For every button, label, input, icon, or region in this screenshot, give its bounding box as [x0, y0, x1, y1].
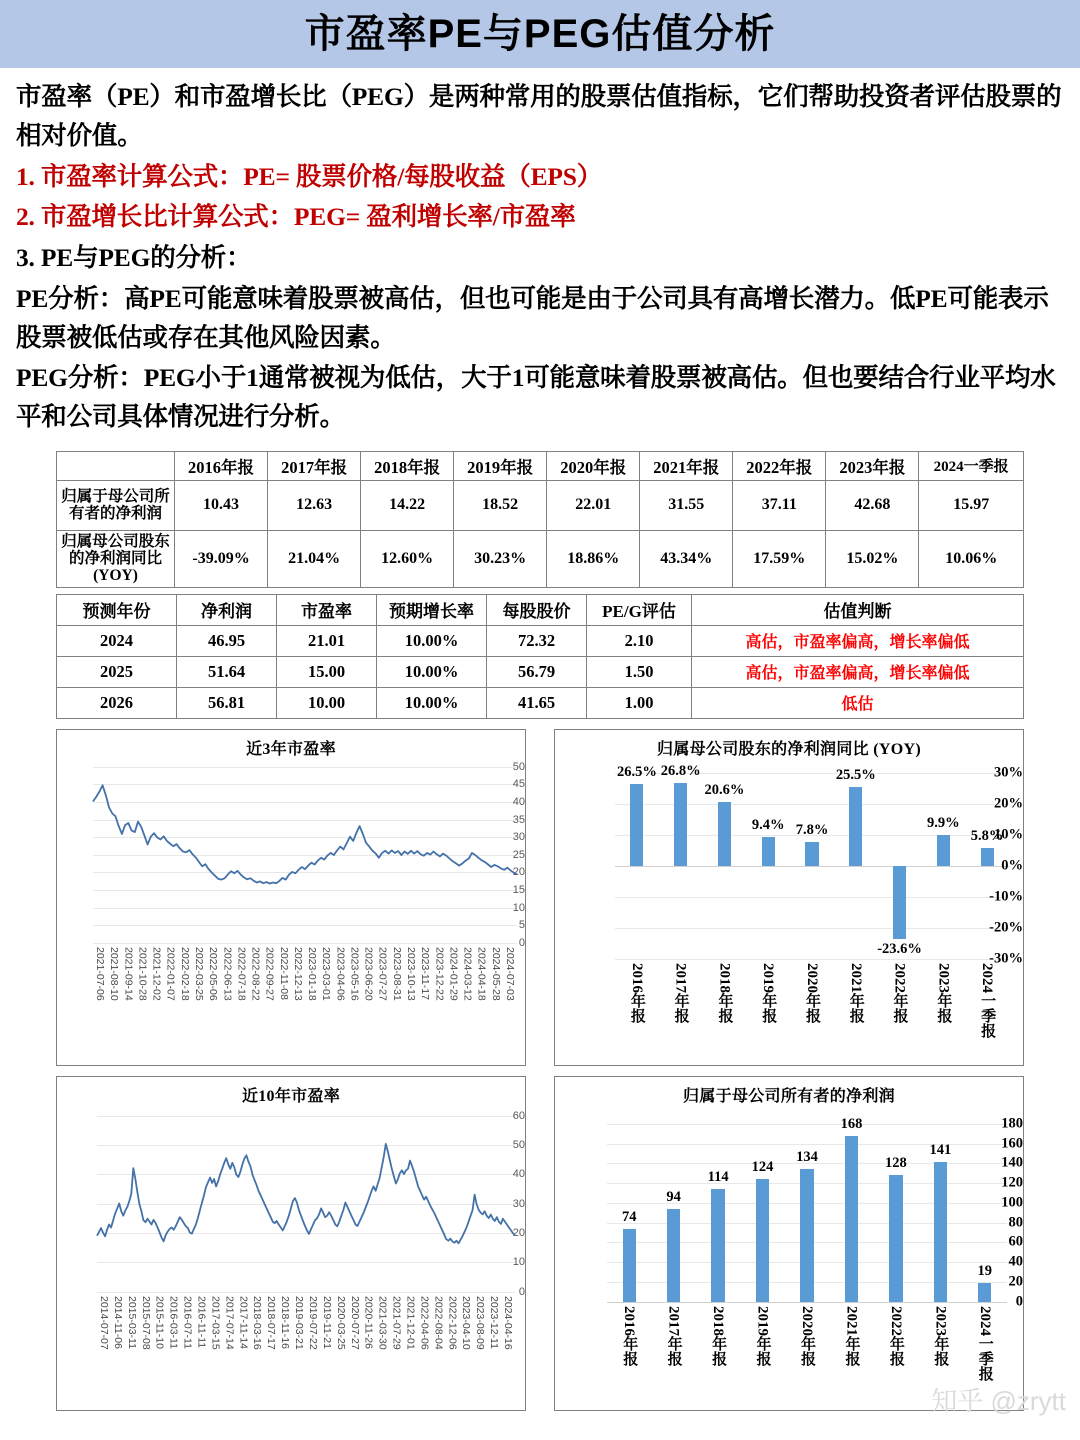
cell-profit: 46.95	[177, 625, 277, 656]
col-header-peg: PE/G评估	[587, 594, 692, 625]
row-label-netprofit: 归属于母公司所有者的净利润	[57, 480, 175, 530]
y-axis-tick: 40	[1008, 1253, 1023, 1270]
cell-pe: 10.00	[277, 687, 377, 718]
col-header-2: 2017年报	[268, 451, 361, 480]
x-axis-tick: 2022-07-18	[235, 946, 248, 1001]
cell-year: 2026	[57, 687, 177, 718]
x-axis-tick: 2017-11-14	[237, 1295, 250, 1349]
cell: 31.55	[640, 480, 733, 530]
x-axis-tick: 2019-07-22	[306, 1295, 319, 1350]
intro-paragraph: 市盈率（PE）和市盈增长比（PEG）是两种常用的股票估值指标，它们帮助投资者评估股票的相对价值。	[16, 82, 1062, 150]
x-axis-tick: 2023-12-11	[488, 1295, 501, 1349]
x-axis-tick: 2022-03-25	[193, 946, 205, 1001]
x-axis-tick: 2022-08-04	[432, 1295, 445, 1350]
chart-title-netprofit: 归属于母公司所有者的净利润	[683, 1087, 895, 1105]
x-axis-tick: 2016-11-11	[195, 1295, 208, 1348]
gridline	[615, 928, 1009, 929]
x-axis-tick: 2024-03-12	[461, 946, 474, 1001]
cell: 42.68	[826, 480, 919, 530]
x-axis-tick: 2021-09-14	[122, 946, 135, 1001]
cell: 18.52	[454, 480, 547, 530]
bar-value-label: 168	[840, 1115, 863, 1132]
x-axis-tick: 2021-07-06	[94, 946, 107, 1001]
y-axis-tick: 20	[512, 1227, 525, 1240]
bar-value-label: 19	[977, 1263, 993, 1280]
chart-panel-pe10y	[56, 1076, 526, 1411]
bar-value-label: 94	[666, 1188, 681, 1205]
cell-judgement: 高估，市盈率偏高，增长率偏低	[692, 656, 1024, 687]
x-axis-tick: 2023-04-06	[334, 946, 347, 1001]
y-axis-tick: 10%	[994, 826, 1023, 843]
y-axis-tick: 60	[1008, 1233, 1023, 1250]
y-axis-tick: 50	[512, 760, 525, 773]
x-axis-tick: 2021年报	[843, 1305, 860, 1366]
y-axis-tick: 40	[512, 1168, 525, 1181]
chart-panel-yoy	[554, 729, 1024, 1066]
bar	[934, 1162, 947, 1301]
col-header-pe: 市盈率	[277, 594, 377, 625]
cell: 43.34%	[640, 530, 733, 587]
y-axis-tick: 45	[512, 778, 525, 791]
line-series	[57, 759, 525, 1066]
bar-value-label: -23.6%	[877, 940, 922, 957]
x-axis-tick: 2020-07-27	[348, 1295, 361, 1350]
table-row	[57, 687, 1024, 718]
bar	[667, 1209, 680, 1302]
bar-value-label: 26.5%	[616, 763, 657, 780]
y-axis-tick: 0	[518, 1285, 525, 1298]
cell-growth: 10.00%	[377, 656, 487, 687]
peg-analysis-paragraph: PEG分析：PEG小于1通常被视为低估，大于1可能意味着股票被高估。但也要结合行业平均水平和公司具体情况进行分析。	[16, 363, 1056, 431]
x-axis-tick: 2019-11-21	[320, 1295, 333, 1349]
x-axis-tick: 2018-07-17	[265, 1295, 278, 1350]
forecast-table	[56, 594, 1024, 719]
table-header-row	[57, 594, 1024, 625]
x-axis-tick: 2018-11-16	[279, 1295, 292, 1349]
col-header-0	[57, 451, 175, 480]
x-axis-tick: 2022-12-13	[291, 946, 304, 1001]
bar-value-label: 20.6%	[704, 781, 745, 798]
x-axis-tick: 2017年报	[665, 1305, 682, 1366]
x-axis-tick: 2024一季报	[976, 1305, 993, 1381]
pe-analysis-paragraph: PE分析：高PE可能意味着股票被高估，但也可能是由于公司具有高增长潜力。低PE可能表示股票被低估或存在其他风险因素。	[16, 283, 1049, 352]
x-axis-tick: 2022-02-18	[178, 946, 191, 1001]
y-axis-tick: 20	[1008, 1273, 1023, 1290]
x-axis-tick: 2022年报	[887, 1305, 904, 1366]
x-axis-tick: 2014-11-06	[111, 1295, 124, 1349]
x-axis-tick: 2020年报	[804, 962, 820, 1023]
x-axis-tick: 2017-07-14	[223, 1295, 236, 1350]
x-axis-tick: 2016年报	[621, 1305, 638, 1366]
page-title: 市盈率PE与PEG估值分析	[304, 12, 776, 56]
y-axis-tick: 25	[512, 848, 525, 861]
chart-plot-pe10y	[57, 1106, 525, 1411]
x-axis-tick: 2022-01-07	[164, 946, 177, 1001]
x-axis-tick: 2020-11-26	[362, 1295, 375, 1349]
cell-peg: 2.10	[587, 625, 692, 656]
x-axis-tick: 2023-04-10	[460, 1295, 473, 1350]
col-header-8: 2023年报	[826, 451, 919, 480]
x-axis-tick: 2019年报	[754, 1305, 771, 1366]
y-axis-tick: 0%	[1001, 857, 1023, 874]
bar	[893, 866, 906, 939]
bar	[889, 1175, 902, 1302]
cell: 17.59%	[733, 530, 826, 587]
cell-peg: 1.50	[587, 656, 692, 687]
cell-year: 2024	[57, 625, 177, 656]
x-axis-tick: 2023-01-18	[306, 946, 319, 1001]
cell: 15.02%	[826, 530, 919, 587]
cell-pe: 15.00	[277, 656, 377, 687]
gridline	[607, 1124, 1007, 1125]
x-axis-tick: 2020年报	[799, 1305, 815, 1366]
x-axis-tick: 2015-11-10	[153, 1295, 166, 1349]
bar-value-label: 141	[929, 1142, 952, 1159]
col-header-year: 预测年份	[57, 594, 177, 625]
cell: -39.09%	[175, 530, 268, 587]
y-axis-tick: 60	[512, 1109, 525, 1122]
x-axis-tick: 2021-07-29	[390, 1295, 403, 1350]
bar	[762, 837, 775, 866]
x-axis-tick: 2022-08-22	[249, 946, 262, 1001]
bar-value-label: 134	[796, 1149, 818, 1166]
row-label-yoy: 归属母公司股东的净利润同比(YOY)	[57, 530, 175, 587]
gridline	[615, 959, 1009, 960]
bar-value-label: 25.5%	[835, 766, 876, 783]
x-axis-tick: 2014-07-07	[97, 1295, 110, 1350]
y-axis-tick: 20	[512, 866, 525, 879]
x-axis-tick: 2024-01-29	[447, 946, 460, 1001]
bar	[630, 784, 643, 866]
section-heading-3: 3. PE与PEG的分析：	[16, 243, 252, 272]
chart-plot-pe3y	[57, 759, 525, 1066]
bar-value-label: 114	[707, 1169, 729, 1186]
bar	[623, 1229, 636, 1302]
table-row	[57, 656, 1024, 687]
x-axis-tick: 2022-06-13	[221, 946, 234, 1001]
table-header-row	[57, 451, 1024, 480]
cell-growth: 10.00%	[377, 625, 487, 656]
formula-peg: 2. 市盈增长比计算公式：PEG= 盈利增长率/市盈率	[16, 202, 576, 232]
financials-table	[56, 451, 1024, 588]
x-axis-tick: 2015-03-11	[125, 1295, 138, 1349]
cell: 12.60%	[361, 530, 454, 587]
chart-plot-netprofit	[555, 1106, 1023, 1411]
bar-value-label: 74	[621, 1208, 637, 1225]
bar	[937, 835, 950, 866]
x-axis-tick: 2015-07-08	[139, 1295, 152, 1350]
col-header-7: 2022年报	[733, 451, 826, 480]
x-axis-tick: 2022-11-08	[277, 946, 290, 1000]
col-header-1: 2016年报	[175, 451, 268, 480]
y-axis-tick: 10	[512, 901, 525, 914]
x-axis-tick: 2021-10-28	[136, 946, 149, 1001]
formula-pe: 1. 市盈率计算公式：PE= 股票价格/每股收益（EPS）	[16, 161, 603, 191]
col-header-5: 2020年报	[547, 451, 640, 480]
x-axis-tick: 2016-07-11	[181, 1295, 194, 1349]
col-header-4: 2019年报	[454, 451, 547, 480]
chart-title-yoy: 归属母公司股东的净利润同比 (YOY)	[657, 740, 921, 758]
x-axis-tick: 2023年报	[935, 962, 952, 1023]
x-axis-tick: 2016-03-11	[167, 1295, 180, 1349]
x-axis-tick: 2023-11-17	[419, 946, 432, 1000]
bar-value-label: 26.8%	[660, 762, 701, 779]
bar-value-label: 5.8%	[970, 827, 1004, 844]
x-axis-tick: 2016年报	[628, 962, 645, 1023]
y-axis-tick: 0	[518, 936, 525, 949]
col-header-judgement: 估值判断	[692, 594, 1024, 625]
cell-price: 56.79	[487, 656, 587, 687]
y-axis-tick: 5	[518, 919, 525, 932]
x-axis-tick: 2023-08-31	[390, 946, 403, 1001]
col-header-growth: 预期增长率	[377, 594, 487, 625]
x-axis-tick: 2024-05-28	[489, 946, 502, 1001]
y-axis-tick: -20%	[989, 919, 1023, 936]
x-axis-tick: 2022年报	[891, 962, 908, 1023]
y-axis-tick: 30	[512, 831, 525, 844]
bar	[978, 1283, 991, 1302]
header-banner	[0, 0, 1080, 68]
chart-title-pe10y: 近10年市盈率	[241, 1087, 341, 1105]
cell: 10.43	[175, 480, 268, 530]
charts-grid	[56, 729, 1024, 1411]
cell-peg: 1.00	[587, 687, 692, 718]
bar	[756, 1179, 769, 1302]
x-axis-tick: 2021年报	[847, 962, 864, 1023]
x-axis-tick: 2022-04-06	[418, 1295, 431, 1350]
y-axis-tick: 0	[1015, 1293, 1023, 1310]
x-axis-tick: 2022-09-27	[263, 946, 276, 1001]
x-axis-tick: 2024-04-18	[475, 946, 488, 1001]
y-axis-tick: -30%	[989, 950, 1023, 967]
x-axis-tick: 2024-07-03	[503, 946, 516, 1001]
x-axis-tick: 2021-12-02	[150, 946, 163, 1001]
y-axis-tick: 180	[1001, 1115, 1023, 1132]
gridline	[615, 897, 1009, 898]
bar	[674, 783, 687, 866]
bar	[849, 787, 862, 866]
x-axis-tick: 2022-05-06	[207, 946, 220, 1001]
bar	[718, 802, 731, 866]
table-row	[57, 625, 1024, 656]
y-axis-tick: 30%	[994, 764, 1023, 781]
col-header-9: 2024一季报	[919, 451, 1024, 480]
col-header-6: 2021年报	[640, 451, 733, 480]
cell-year: 2025	[57, 656, 177, 687]
gridline	[615, 866, 1009, 867]
y-axis-tick: 140	[1001, 1154, 1023, 1171]
x-axis-tick: 2021-03-30	[376, 1295, 389, 1350]
bar	[800, 1169, 813, 1302]
bar	[981, 848, 994, 866]
x-axis-tick: 2017-03-15	[209, 1295, 222, 1350]
line-series	[57, 1106, 525, 1411]
gridline	[607, 1302, 1007, 1303]
bar-value-label: 9.4%	[751, 816, 785, 833]
x-axis-tick: 2023-08-09	[474, 1295, 487, 1350]
y-axis-tick: 35	[512, 813, 525, 826]
y-axis-tick: 120	[1001, 1174, 1023, 1191]
x-axis-tick: 2019年报	[760, 962, 777, 1023]
x-axis-tick: 2022-12-06	[446, 1295, 459, 1350]
y-axis-tick: 40	[512, 796, 525, 809]
x-axis-tick: 2021-12-01	[404, 1295, 417, 1350]
chart-panel-netprofit	[554, 1076, 1024, 1411]
table-row	[57, 480, 1024, 530]
y-axis-tick: -10%	[989, 888, 1023, 905]
tables-section	[0, 439, 1080, 719]
article-body	[0, 68, 1080, 437]
y-axis-tick: 30	[512, 1197, 525, 1210]
cell-profit: 51.64	[177, 656, 277, 687]
bar	[805, 842, 818, 866]
x-axis-tick: 2023-12-22	[433, 946, 446, 1001]
cell: 18.86%	[547, 530, 640, 587]
cell-price: 72.32	[487, 625, 587, 656]
x-axis-tick: 2018年报	[710, 1305, 727, 1366]
bar-value-label: 9.9%	[927, 815, 960, 832]
cell: 37.11	[733, 480, 826, 530]
col-header-profit: 净利润	[177, 594, 277, 625]
x-axis-tick: 2023-05-16	[348, 946, 361, 1001]
cell: 15.97	[919, 480, 1024, 530]
bar-value-label: 128	[885, 1155, 907, 1172]
x-axis-tick: 2024一季报	[979, 962, 996, 1038]
cell-growth: 10.00%	[377, 687, 487, 718]
chart-panel-pe3y	[56, 729, 526, 1066]
cell: 10.06%	[919, 530, 1024, 587]
y-axis-tick: 10	[512, 1256, 525, 1269]
y-axis-tick: 15	[512, 884, 525, 897]
watermark: 知乎 @zrytt	[931, 1386, 1066, 1416]
chart-title-pe3y: 近3年市盈率	[246, 740, 336, 758]
cell-pe: 21.01	[277, 625, 377, 656]
x-axis-tick: 2023-10-13	[405, 946, 417, 1001]
x-axis-tick: 2023-07-27	[376, 946, 389, 1001]
x-axis-tick: 2017年报	[672, 962, 689, 1023]
table-row	[57, 530, 1024, 587]
cell-judgement: 高估，市盈率偏高，增长率偏低	[692, 625, 1024, 656]
x-axis-tick: 2023-06-20	[362, 946, 375, 1001]
x-axis-tick: 2024-04-16	[502, 1295, 515, 1350]
x-axis-tick: 2023-03-01	[320, 946, 333, 1001]
cell: 14.22	[361, 480, 454, 530]
cell: 21.04%	[268, 530, 361, 587]
chart-plot-yoy	[555, 759, 1023, 1066]
cell: 30.23%	[454, 530, 547, 587]
col-header-3: 2018年报	[361, 451, 454, 480]
x-axis-tick: 2020-03-25	[334, 1295, 347, 1350]
cell-judgement: 低估	[692, 687, 1024, 718]
col-header-price: 每股股价	[487, 594, 587, 625]
y-axis-tick: 160	[1001, 1135, 1023, 1152]
x-axis-tick: 2023年报	[932, 1305, 949, 1366]
y-axis-tick: 80	[1008, 1214, 1023, 1231]
bar-value-label: 124	[751, 1159, 774, 1176]
cell: 12.63	[268, 480, 361, 530]
x-axis-tick: 2018年报	[716, 962, 733, 1023]
y-axis-tick: 20%	[994, 795, 1023, 812]
bar-value-label: 7.8%	[795, 821, 829, 838]
bar	[711, 1189, 724, 1302]
x-axis-tick: 2018-03-16	[251, 1295, 264, 1350]
cell-profit: 56.81	[177, 687, 277, 718]
x-axis-tick: 2019-03-21	[293, 1295, 306, 1350]
x-axis-tick: 2021-08-10	[108, 946, 121, 1001]
y-axis-tick: 50	[512, 1139, 525, 1152]
bar	[845, 1136, 858, 1302]
cell-price: 41.65	[487, 687, 587, 718]
cell: 22.01	[547, 480, 640, 530]
y-axis-tick: 100	[1001, 1194, 1023, 1211]
